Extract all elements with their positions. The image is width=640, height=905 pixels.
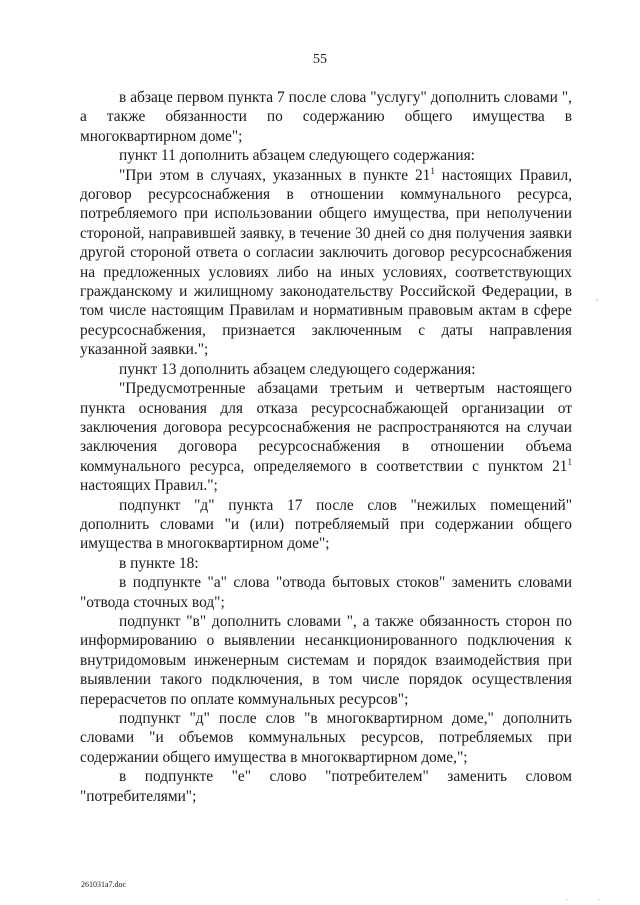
scan-artifact: .	[566, 893, 568, 902]
paragraph	[80, 88, 572, 146]
document-body	[80, 88, 572, 806]
superscript: 1	[567, 456, 572, 467]
paragraph-text: подпункт "в" дополнить словами ", а также обязанность сторон по информированию о выявлении несанкционированного подключения к внутридомовым инженерным системам и порядок взаимодействия при выявлении такого подключения, в том числе порядок осуществления перерасчетов по оплате коммунальных ресурсов";	[80, 612, 572, 708]
paragraph-text: в пункте 18:	[119, 554, 199, 572]
footer-filename: 261031a7.doc	[81, 880, 127, 889]
paragraph-text: подпункт "д" после слов "в многоквартирном доме," дополнить словами "и объемов коммунальных ресурсов, потребляемых при содержании общего имущества в многоквартирном доме,";	[80, 710, 572, 766]
paragraph-text: "Предусмотренные абзацами третьим и четвертым настоящего пункта основания для отказа ресурсоснабжающей организации от заключения договора ресурсоснабжения не распространяются на случаи заключения договора ресурсоснабжения в отношении объема коммунального ресурса, определяемого в соответствии с пунктом 21	[80, 380, 572, 475]
paragraph-text: "При этом в случаях, указанных в пункте 21	[119, 166, 431, 184]
paragraph	[80, 612, 572, 709]
paragraph-text: настоящих Правил.";	[80, 477, 218, 495]
paragraph-text: в подпункте "е" слово "потребителем" заменить словом "потребителями";	[80, 768, 572, 805]
page-number: 55	[313, 52, 327, 67]
scan-artifact: .	[598, 893, 600, 902]
paragraph-text: пункт 11 дополнить абзацем следующего содержания:	[119, 147, 475, 165]
paragraph	[80, 360, 572, 379]
superscript: 1	[430, 165, 435, 176]
paragraph-text: настоящих Правил, договор ресурсоснабжения в отношении коммунального ресурса, потребляемого при использовании общего имущества, при неполучении стороной, направившей заявку, в течение 30 дней со дня получения заявки другой стороной ответа о согласии заключить договор ресурсоснабжения на предложенных условиях либо на иных условиях, соответствующих гражданскому и жилищному законодательству Российской Федерации, в том числе настоящим Правилам и нормативным правовым актам в сфере ресурсоснабжения, признается заключенным с даты направления указанной заявки.";	[80, 166, 572, 359]
paragraph	[80, 379, 572, 495]
paragraph-text: пункт 13 дополнить абзацем следующего содержания:	[119, 360, 476, 378]
paragraph-text: в абзаце первом пункта 7 после слова "услугу" дополнить словами ", а также обязанности по содержанию общего имущества в многоквартирном доме";	[80, 89, 572, 145]
paragraph	[80, 496, 572, 554]
scan-artifact: ,	[596, 293, 598, 302]
paragraph	[80, 767, 572, 806]
paragraph-text: подпункт "д" пункта 17 после слов "нежилых помещений" дополнить словами "и (или) потребляемый при содержании общего имущества в многоквартирном доме";	[80, 496, 572, 553]
paragraph-text: в подпункте "а" слова "отвода бытовых стоков" заменить словами "отвода сточных вод";	[80, 574, 572, 611]
paragraph	[80, 554, 572, 573]
paragraph	[80, 166, 572, 360]
paragraph	[80, 573, 572, 612]
paragraph	[80, 146, 572, 165]
paragraph	[80, 709, 572, 767]
